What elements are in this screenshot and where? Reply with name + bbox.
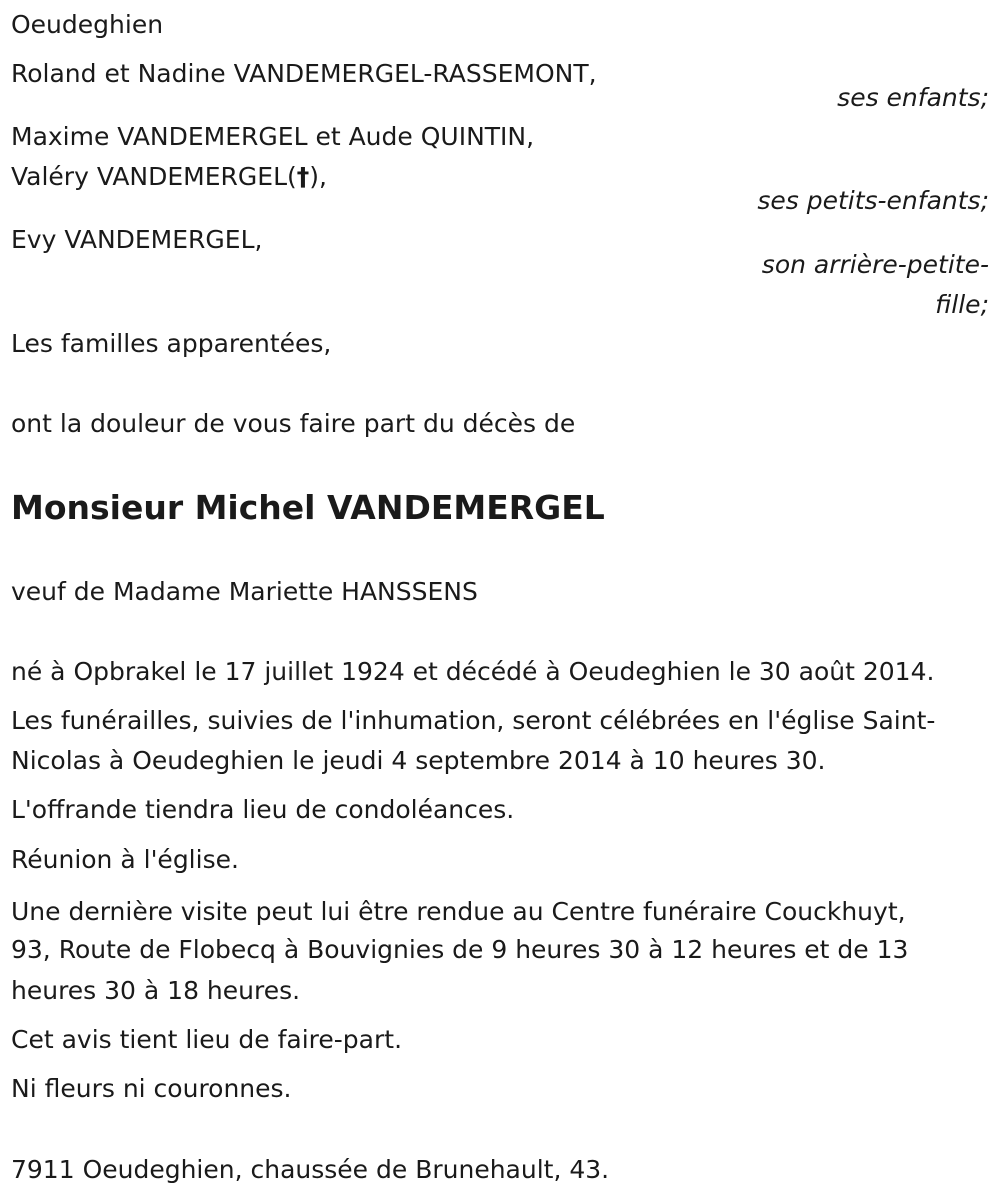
visit-line-1: Une dernière visite peut lui être rendue au Centre funéraire Couckhuyt, bbox=[11, 897, 906, 926]
children-role: ses enfants; bbox=[837, 83, 989, 112]
grandchild-1: Maxime VANDEMERGEL et Aude QUINTIN, bbox=[11, 122, 535, 151]
funeral-line-2: Nicolas à Oeudeghien le jeudi 4 septembre 2014 à 10 heures 30. bbox=[11, 746, 826, 775]
no-flowers: Ni fleurs ni couronnes. bbox=[11, 1074, 292, 1103]
location-heading: Oeudeghien bbox=[11, 10, 164, 39]
deceased-name: Monsieur Michel VANDEMERGEL bbox=[11, 488, 605, 527]
funeral-line-1: Les funérailles, suivies de l'inhumation, seront célébrées en l'église Saint- bbox=[11, 706, 936, 735]
address: 7911 Oeudeghien, chaussée de Brunehault, 43. bbox=[11, 1155, 610, 1184]
grandchild-2-name: Valéry VANDEMERGEL( bbox=[11, 162, 297, 191]
children-names: Roland et Nadine VANDEMERGEL-RASSEMONT, bbox=[11, 59, 597, 88]
grandchild-2-end: ), bbox=[309, 162, 327, 191]
great-grandchild: Evy VANDEMERGEL, bbox=[11, 225, 263, 254]
relatives: Les familles apparentées, bbox=[11, 329, 332, 358]
announcement-intro: ont la douleur de vous faire part du décès de bbox=[11, 409, 576, 438]
grandchildren-role: ses petits-enfants; bbox=[757, 186, 989, 215]
great-grandchild-role-line1: son arrière-petite- bbox=[761, 250, 989, 279]
widower-of: veuf de Madame Mariette HANSSENS bbox=[11, 577, 478, 606]
offering: L'offrande tiendra lieu de condoléances. bbox=[11, 795, 515, 824]
birth-death: né à Opbrakel le 17 juillet 1924 et décédé à Oeudeghien le 30 août 2014. bbox=[11, 657, 935, 686]
grandchild-2 bbox=[11, 162, 327, 192]
cross-icon: † bbox=[296, 162, 310, 191]
meeting: Réunion à l'église. bbox=[11, 845, 239, 874]
great-grandchild-role-line2: fille; bbox=[935, 290, 989, 319]
visit-line-2: 93, Route de Flobecq à Bouvignies de 9 heures 30 à 12 heures et de 13 bbox=[11, 935, 909, 964]
notice: Cet avis tient lieu de faire-part. bbox=[11, 1025, 403, 1054]
visit-line-3: heures 30 à 18 heures. bbox=[11, 976, 301, 1005]
